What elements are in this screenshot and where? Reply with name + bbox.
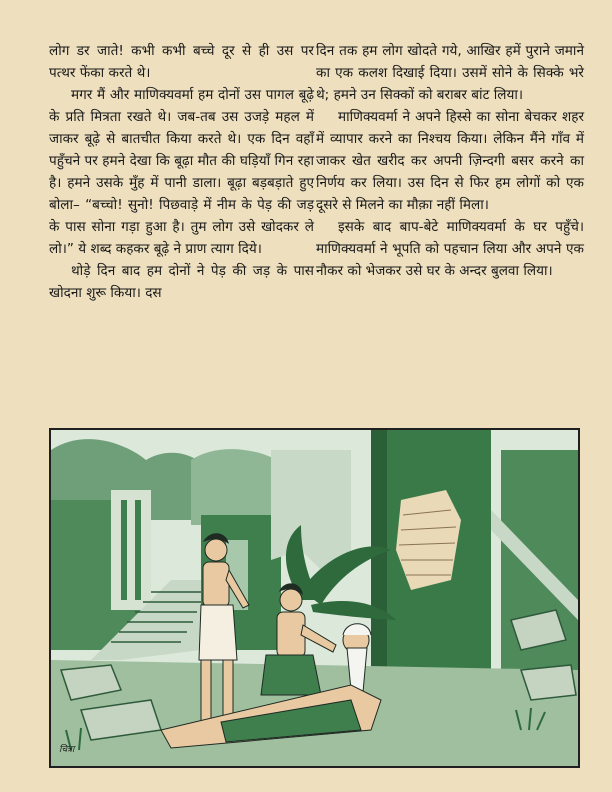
right-text-column	[316, 40, 584, 282]
paragraph: थोड़े दिन बाद हम दोनों ने पेड़ की जड़ के पास खोदना शुरू किया। दस	[49, 263, 314, 301]
ruined-palace-scene	[51, 430, 578, 766]
artist-signature: चित्रा	[59, 745, 75, 755]
paragraph: दिन तक हम लोग खोदते गये, आखिर हमें पुराने जमाने का एक कलश दिखाई दिया। उसमें सोने के सिक्के भरे थे; हमने उन सिक्कों को बराबर बांट लिया।	[316, 43, 584, 103]
story-illustration	[49, 428, 580, 768]
paragraph: इसके बाद बाप-बेटे माणिक्यवर्मा के घर पहुँचे। माणिक्यवर्मा ने भूपति को पहचान लिया और अपने एक नौकर को भेजकर उसे घर के अन्दर बुलवा लिया।	[316, 219, 584, 279]
paragraph: मगर मैं और माणिक्यवर्मा हम दोनों उस पागल बूढ़े के प्रति मित्रता रखते थे। जब-तब उस उजड़े महल में जाकर बूढ़े से बातचीत किया करते थे। एक दिन वहाँ पहुँचने पर हमने देखा कि बूढ़ा मौत की घड़ियाँ गिन रहा है। हमने उसके मुँह में पानी डाला। बूढ़ा बड़बड़ाते हुए बोला– “बच्चो! सुनो! पिछवाड़े में नीम के पेड़ की जड़ के पास सोना गड़ा हुआ है। तुम लोग उसे खोदकर ले लो।” ये शब्द कहकर बूढ़े ने प्राण त्याग दिये।	[49, 87, 314, 257]
paragraph: माणिक्यवर्मा ने अपने हिस्से का सोना बेचकर शहर में व्यापार करने का निश्चय किया। लेकिन मैंने गाँव में जाकर खेत खरीद कर अपनी ज़िन्दगी बसर करने का निर्णय कर लिया। उस दिन से फिर हम लोगों को एक दूसरे से मिलने का मौक़ा नहीं मिला।	[316, 109, 584, 213]
left-text-column	[49, 40, 314, 304]
paragraph: लोग डर जाते! कभी कभी बच्चे दूर से ही उस पर पत्थर फेंका करते थे।	[49, 43, 314, 81]
